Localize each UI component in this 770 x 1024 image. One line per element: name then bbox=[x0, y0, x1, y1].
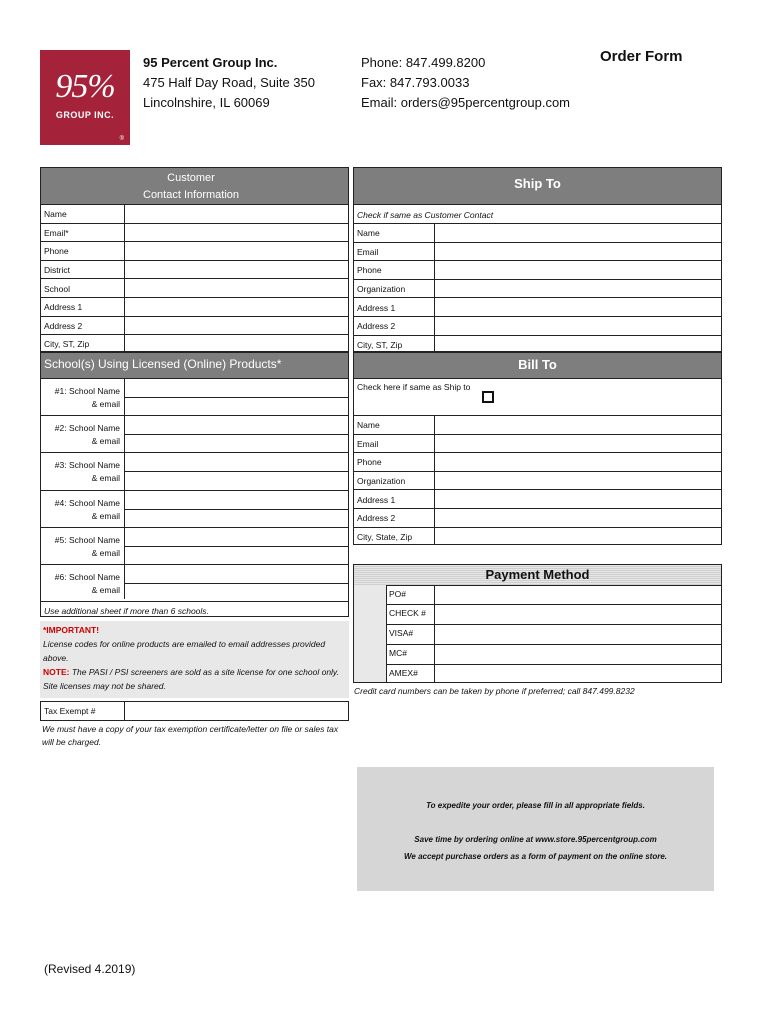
payment-row bbox=[386, 624, 721, 645]
bill-to-field[interactable] bbox=[435, 509, 721, 528]
bill-to-label: Organization bbox=[357, 476, 406, 487]
bill-to-label: City, State, Zip bbox=[357, 531, 413, 542]
customer-label: City, ST, Zip bbox=[44, 339, 90, 350]
company-contact-block bbox=[361, 53, 570, 113]
ship-to-field[interactable] bbox=[435, 243, 721, 262]
school-email-field[interactable] bbox=[125, 397, 348, 416]
bill-to-row bbox=[354, 434, 721, 454]
important-notice bbox=[40, 621, 349, 698]
school-name-field[interactable] bbox=[125, 491, 348, 509]
payment-row bbox=[386, 585, 721, 605]
customer-label: School bbox=[44, 283, 70, 294]
payment-label: MC# bbox=[389, 648, 407, 658]
company-address-line1: 475 Half Day Road, Suite 350 bbox=[143, 75, 315, 90]
important-text: License codes for online products are emailed to email addresses provided above. bbox=[43, 639, 326, 663]
payment-label: VISA# bbox=[389, 628, 414, 638]
bill-to-title: Bill To bbox=[518, 357, 557, 372]
info-line1: To expedite your order, please fill in all appropriate fields. bbox=[426, 801, 645, 810]
school-row bbox=[41, 527, 348, 565]
revision-label: (Revised 4.2019) bbox=[44, 962, 136, 976]
important-note-label: NOTE: bbox=[43, 667, 70, 677]
customer-label: District bbox=[44, 265, 70, 276]
customer-row bbox=[41, 278, 348, 298]
customer-contact-header bbox=[41, 168, 348, 204]
school-name-label: #5: School Name bbox=[54, 534, 120, 545]
bill-to-row bbox=[354, 471, 721, 491]
tax-exempt-note: We must have a copy of your tax exemption certificate/letter on file or sales tax will be charged. bbox=[42, 724, 339, 747]
customer-field[interactable] bbox=[125, 261, 348, 280]
tax-exempt-label: Tax Exempt # bbox=[44, 706, 96, 716]
payment-label: AMEX# bbox=[389, 668, 418, 678]
payment-field[interactable] bbox=[435, 586, 721, 605]
bill-to-field[interactable] bbox=[435, 453, 721, 472]
customer-field[interactable] bbox=[125, 224, 348, 243]
payment-row bbox=[386, 664, 721, 684]
ship-to-row bbox=[354, 260, 721, 280]
school-email-field[interactable] bbox=[125, 546, 348, 565]
school-email-field[interactable] bbox=[125, 434, 348, 453]
customer-label: Email* bbox=[44, 227, 69, 238]
school-name-label: #6: School Name bbox=[54, 572, 120, 582]
bill-to-row bbox=[354, 415, 721, 435]
bill-to-label: Phone bbox=[357, 457, 382, 468]
school-row bbox=[41, 564, 348, 602]
payment-label: PO# bbox=[389, 589, 407, 599]
customer-row bbox=[41, 316, 348, 336]
bill-to-row bbox=[354, 527, 721, 547]
company-address-block bbox=[143, 53, 315, 113]
customer-label: Address 1 bbox=[44, 302, 83, 313]
customer-field[interactable] bbox=[125, 298, 348, 317]
bill-to-label: Name bbox=[357, 420, 380, 431]
customer-row bbox=[41, 204, 348, 224]
ship-to-row bbox=[354, 242, 721, 262]
ship-to-field[interactable] bbox=[435, 261, 721, 280]
company-name: 95 Percent Group Inc. bbox=[143, 55, 278, 70]
customer-title-line1: Customer bbox=[167, 172, 215, 184]
info-box bbox=[357, 767, 714, 891]
bill-to-field[interactable] bbox=[435, 472, 721, 491]
info-line2: Save time by ordering online at www.store.95percentgroup.com bbox=[414, 835, 657, 844]
logo-registered-mark: ® bbox=[119, 136, 124, 142]
customer-contact-table bbox=[40, 167, 349, 352]
ship-to-title: Ship To bbox=[514, 176, 561, 191]
customer-field[interactable] bbox=[125, 335, 348, 354]
school-email-field[interactable] bbox=[125, 509, 348, 528]
school-name-label: #3: School Name bbox=[54, 460, 120, 471]
bill-to-label: Address 1 bbox=[357, 494, 396, 505]
payment-field[interactable] bbox=[435, 665, 721, 684]
customer-field[interactable] bbox=[125, 242, 348, 261]
school-name-field[interactable] bbox=[125, 528, 348, 546]
bill-to-same-row bbox=[354, 378, 721, 416]
tax-exempt-field[interactable] bbox=[125, 702, 348, 720]
ship-to-row bbox=[354, 297, 721, 317]
payment-field[interactable] bbox=[435, 605, 721, 625]
form-title: Order Form bbox=[600, 48, 683, 65]
bill-same-as-ship-checkbox[interactable] bbox=[482, 391, 494, 403]
customer-row bbox=[41, 334, 348, 354]
ship-to-label: Address 1 bbox=[357, 302, 396, 313]
ship-to-same-note-row[interactable] bbox=[354, 204, 721, 224]
company-address-line2: Lincolnshire, IL 60069 bbox=[143, 95, 270, 110]
payment-row bbox=[386, 644, 721, 665]
ship-to-label: Name bbox=[357, 228, 380, 239]
ship-to-row bbox=[354, 279, 721, 299]
school-email-label: & email bbox=[91, 510, 120, 521]
bill-to-same-note: Check here if same as Ship to bbox=[357, 382, 471, 392]
customer-label: Name bbox=[44, 209, 67, 220]
customer-field[interactable] bbox=[125, 279, 348, 298]
ship-to-label: Organization bbox=[357, 284, 406, 295]
school-row bbox=[41, 452, 348, 490]
payment-note: Credit card numbers can be taken by phone if preferred; call 847.499.8232 bbox=[354, 686, 635, 696]
customer-label: Address 2 bbox=[44, 320, 83, 331]
important-note-text: The PASI / PSI screeners are sold as a site license for one school only. Site licenses may not be shared. bbox=[43, 667, 339, 691]
school-row bbox=[41, 378, 348, 416]
school-name-field[interactable] bbox=[125, 379, 348, 397]
ship-to-field[interactable] bbox=[435, 280, 721, 299]
school-name-field[interactable] bbox=[125, 453, 348, 471]
schools-title: School(s) Using Licensed (Online) Products* bbox=[44, 357, 282, 371]
customer-field[interactable] bbox=[125, 205, 348, 224]
company-phone: Phone: 847.499.8200 bbox=[361, 55, 486, 70]
school-name-label: #4: School Name bbox=[54, 497, 120, 508]
school-email-label: & email bbox=[91, 399, 120, 409]
bill-to-field[interactable] bbox=[435, 416, 721, 435]
school-name-label: #1: School Name bbox=[54, 386, 120, 396]
ship-to-table bbox=[353, 167, 722, 352]
customer-label: Phone bbox=[44, 246, 69, 257]
school-row bbox=[41, 490, 348, 528]
ship-to-field[interactable] bbox=[435, 224, 721, 243]
bill-to-row bbox=[354, 508, 721, 528]
customer-row bbox=[41, 297, 348, 317]
logo-subtext: GROUP INC. bbox=[55, 110, 115, 120]
payment-field[interactable] bbox=[435, 625, 721, 645]
bill-to-row bbox=[354, 452, 721, 472]
company-logo bbox=[40, 50, 130, 145]
school-name-label: #2: School Name bbox=[54, 423, 120, 434]
school-row bbox=[41, 415, 348, 453]
bill-to-label: Address 2 bbox=[357, 513, 396, 524]
school-name-field[interactable] bbox=[125, 565, 348, 583]
ship-to-label: Phone bbox=[357, 265, 382, 276]
bill-to-label: Email bbox=[357, 438, 379, 449]
ship-to-field[interactable] bbox=[435, 298, 721, 317]
bill-to-field[interactable] bbox=[435, 528, 721, 547]
company-email: Email: orders@95percentgroup.com bbox=[361, 95, 571, 110]
schools-additional-note-row bbox=[41, 601, 348, 619]
payment-method-title: Payment Method bbox=[485, 567, 590, 582]
schools-table bbox=[40, 352, 349, 617]
schools-header bbox=[41, 353, 348, 378]
payment-method-header bbox=[354, 565, 721, 585]
bill-to-field[interactable] bbox=[435, 490, 721, 509]
ship-to-row bbox=[354, 223, 721, 243]
customer-row bbox=[41, 223, 348, 243]
bill-to-header bbox=[354, 353, 721, 378]
school-email-label: & email bbox=[91, 473, 120, 484]
school-email-label: & email bbox=[91, 436, 120, 447]
customer-title-line2: Contact Information bbox=[143, 189, 239, 201]
ship-to-label: Email bbox=[357, 246, 379, 257]
payment-row bbox=[386, 604, 721, 625]
important-heading: *IMPORTANT! bbox=[43, 625, 100, 635]
bill-to-table bbox=[353, 352, 722, 545]
payment-field[interactable] bbox=[435, 645, 721, 665]
logo-text: 95% bbox=[55, 68, 115, 105]
customer-field[interactable] bbox=[125, 317, 348, 336]
ship-to-header bbox=[354, 168, 721, 204]
ship-to-field[interactable] bbox=[435, 317, 721, 336]
tax-exempt-row bbox=[40, 701, 349, 721]
ship-to-row bbox=[354, 316, 721, 336]
school-name-field[interactable] bbox=[125, 416, 348, 434]
customer-row bbox=[41, 260, 348, 280]
info-line3: We accept purchase orders as a form of payment on the online store. bbox=[403, 852, 668, 861]
school-email-field[interactable] bbox=[125, 583, 348, 602]
payment-label: CHECK # bbox=[389, 608, 426, 618]
school-email-label: & email bbox=[91, 585, 120, 595]
ship-to-label: City, ST, Zip bbox=[357, 339, 403, 350]
schools-additional-note: Use additional sheet if more than 6 schools. bbox=[44, 605, 209, 616]
school-email-field[interactable] bbox=[125, 471, 348, 490]
bill-to-row bbox=[354, 489, 721, 509]
bill-to-field[interactable] bbox=[435, 435, 721, 454]
ship-to-label: Address 2 bbox=[357, 321, 396, 332]
customer-row bbox=[41, 241, 348, 261]
payment-method-table bbox=[353, 564, 722, 683]
ship-to-same-note: Check if same as Customer Contact bbox=[357, 209, 494, 220]
company-fax: Fax: 847.793.0033 bbox=[361, 75, 470, 90]
school-email-label: & email bbox=[91, 547, 120, 558]
